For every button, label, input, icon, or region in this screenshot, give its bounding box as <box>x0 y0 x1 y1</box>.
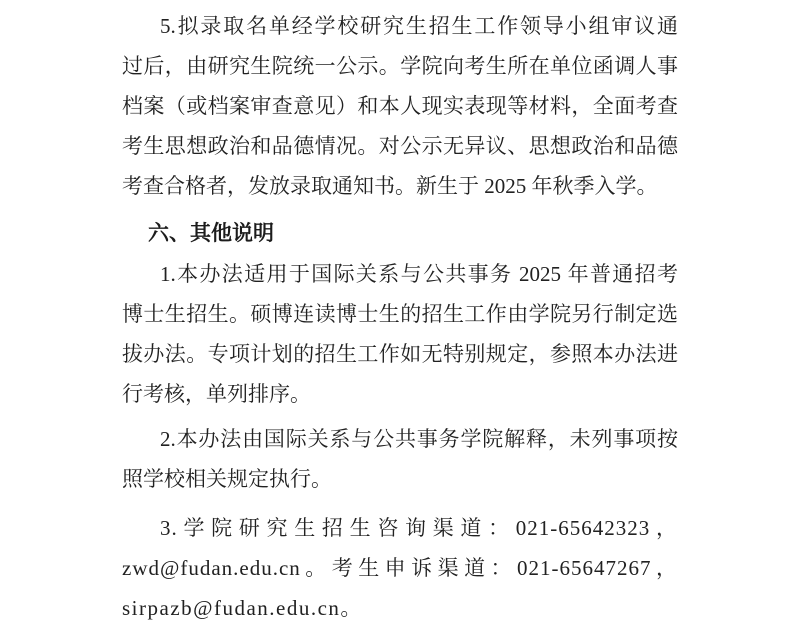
note-3-line-2-inquiry-email-appeal-phone: zwd@fudan.edu.cn。考生申诉渠道：021-65647267， <box>122 556 678 580</box>
note-3-line-3-appeal-email: sirpazb@fudan.edu.cn。 <box>122 596 363 620</box>
approval-para-line-1: 5.拟录取名单经学校研究生招生工作领导小组审议通 <box>160 14 678 38</box>
approval-para-line-5: 考查合格者，发放录取通知书。新生于 2025 年秋季入学。 <box>122 174 658 198</box>
note-3-line-1-inquiry-phone: 3.学院研究生招生咨询渠道：021-65642323， <box>160 516 678 540</box>
note-2-line-2: 照学校相关规定执行。 <box>122 467 332 491</box>
note-1-line-2: 博士生招生。硕博连读博士生的招生工作由学院另行制定选 <box>122 302 678 326</box>
approval-para-line-3: 档案（或档案审查意见）和本人现实表现等材料，全面考查 <box>122 94 678 118</box>
approval-para-line-4: 考生思想政治和品德情况。对公示无异议、思想政治和品德 <box>122 134 678 158</box>
section-6-heading: 六、其他说明 <box>148 222 274 245</box>
document-text-block <box>122 6 678 628</box>
note-2-line-1: 2.本办法由国际关系与公共事务学院解释，未列事项按 <box>160 427 678 451</box>
note-1-line-4: 行考核，单列排序。 <box>122 382 311 406</box>
note-1-line-3: 拔办法。专项计划的招生工作如无特别规定，参照本办法进 <box>122 342 678 366</box>
approval-para-line-2: 过后，由研究生院统一公示。学院向考生所在单位函调人事 <box>122 54 678 78</box>
note-1-line-1: 1.本办法适用于国际关系与公共事务 2025 年普通招考 <box>160 262 678 286</box>
